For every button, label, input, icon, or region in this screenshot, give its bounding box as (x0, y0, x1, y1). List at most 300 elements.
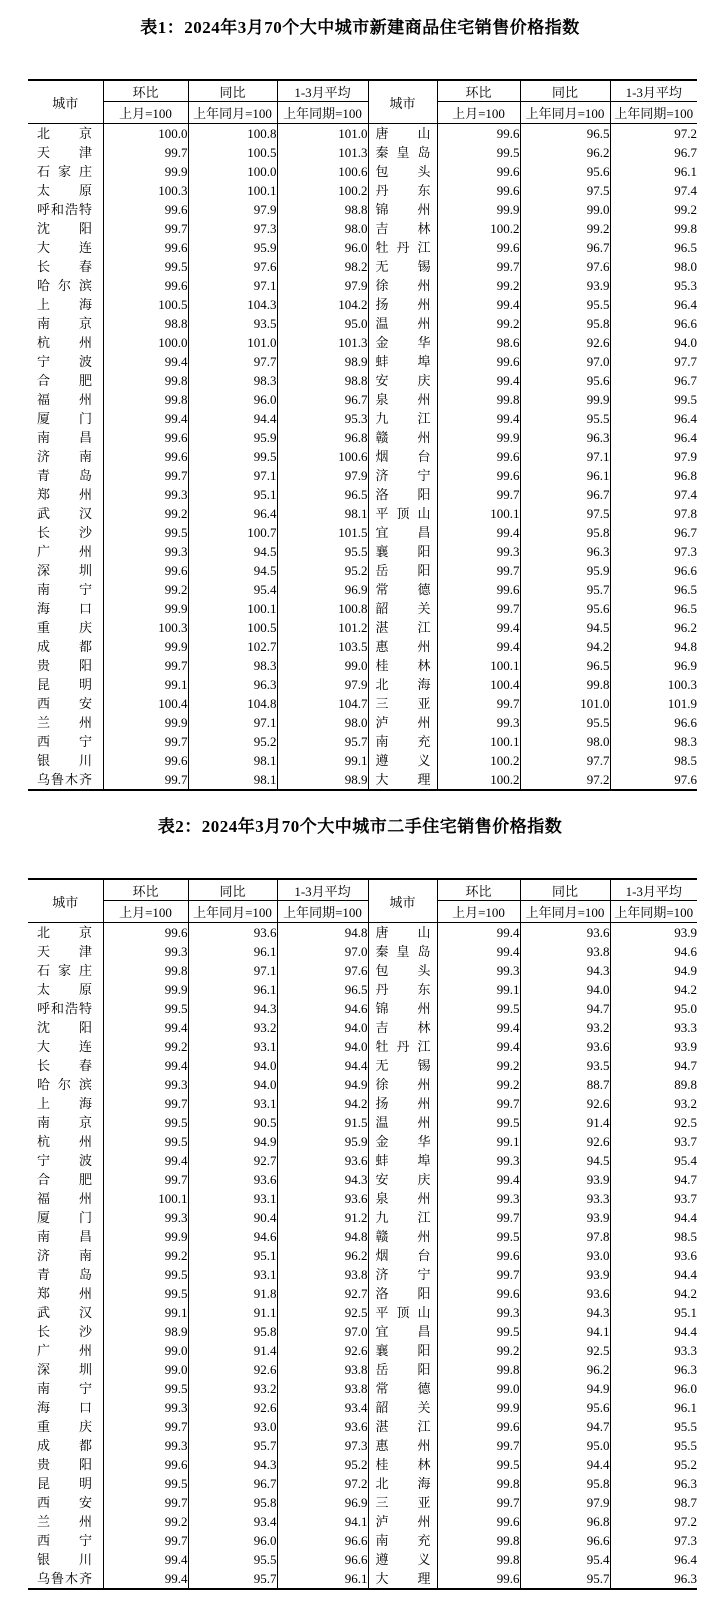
index-value-cell: 99.4 (437, 942, 520, 961)
index-value-cell: 96.8 (520, 1512, 610, 1531)
index-value-cell: 93.2 (610, 1094, 697, 1113)
index-value-cell: 100.1 (188, 181, 277, 200)
city-name: 大连 (37, 240, 92, 255)
index-value-cell: 99.2 (437, 1056, 520, 1075)
index-value-cell: 93.7 (610, 1189, 697, 1208)
index-value-cell: 95.8 (520, 1474, 610, 1493)
index-value-cell: 98.8 (103, 314, 188, 333)
index-value-cell: 95.8 (188, 1493, 277, 1512)
header-row-1 (28, 80, 697, 102)
city-name: 三亚 (375, 696, 431, 711)
table-row (28, 1550, 697, 1569)
city-cell (368, 1132, 437, 1151)
index-value-cell: 99.0 (277, 656, 368, 675)
index-value-cell: 99.6 (103, 447, 188, 466)
city-name: 青岛 (37, 1267, 92, 1282)
city-name: 南昌 (37, 430, 92, 445)
index-value-cell: 99.6 (437, 580, 520, 599)
index-value-cell: 95.5 (520, 409, 610, 428)
index-value-cell: 100.4 (103, 694, 188, 713)
city-name: 泸州 (375, 715, 431, 730)
city-cell (368, 238, 437, 257)
city-name: 洛阳 (375, 487, 431, 502)
table-row (28, 352, 697, 371)
index-value-cell: 93.5 (188, 314, 277, 333)
column-header-yoy: 同比 (520, 879, 610, 901)
city-name: 包头 (375, 164, 431, 179)
index-value-cell: 93.9 (520, 276, 610, 295)
column-header-mom: 环比 (437, 879, 520, 901)
table-row (28, 333, 697, 352)
index-value-cell: 96.7 (610, 523, 697, 542)
index-value-cell: 99.4 (103, 352, 188, 371)
city-name: 深圳 (37, 1362, 92, 1377)
index-value-cell: 94.1 (277, 1512, 368, 1531)
index-value-cell: 99.7 (437, 257, 520, 276)
index-value-cell: 99.2 (437, 1075, 520, 1094)
city-cell (368, 675, 437, 694)
city-cell (368, 276, 437, 295)
index-value-cell: 99.2 (103, 580, 188, 599)
index-value-cell: 94.3 (520, 961, 610, 980)
index-value-cell: 99.5 (188, 447, 277, 466)
city-cell (368, 923, 437, 943)
city-cell (28, 409, 103, 428)
city-cell (28, 637, 103, 656)
city-name: 济南 (37, 1248, 92, 1263)
index-value-cell: 99.1 (437, 980, 520, 999)
index-value-cell: 97.1 (188, 961, 277, 980)
index-value-cell: 98.1 (277, 504, 368, 523)
column-header-yoy-base: 上年同月=100 (520, 901, 610, 923)
city-name: 青岛 (37, 468, 92, 483)
index-value-cell: 94.5 (520, 618, 610, 637)
city-name: 南京 (37, 316, 92, 331)
city-cell (28, 1284, 103, 1303)
city-cell (28, 1113, 103, 1132)
city-name: 常德 (375, 582, 431, 597)
city-cell (28, 1322, 103, 1341)
index-value-cell: 95.3 (277, 409, 368, 428)
city-name: 厦门 (37, 1210, 92, 1225)
index-value-cell: 98.9 (277, 352, 368, 371)
index-value-cell: 92.6 (188, 1360, 277, 1379)
city-cell (368, 1056, 437, 1075)
index-value-cell: 98.3 (188, 656, 277, 675)
city-name: 牡丹江 (375, 1039, 431, 1054)
index-value-cell: 99.5 (103, 1379, 188, 1398)
index-value-cell: 99.4 (437, 1170, 520, 1189)
index-value-cell: 93.1 (188, 1265, 277, 1284)
index-value-cell: 100.1 (188, 599, 277, 618)
index-value-cell: 92.6 (188, 1398, 277, 1417)
index-value-cell: 91.8 (188, 1284, 277, 1303)
column-header-mom-base: 上月=100 (437, 901, 520, 923)
city-cell (368, 1493, 437, 1512)
index-value-cell: 93.3 (520, 1189, 610, 1208)
index-value-cell: 99.4 (437, 409, 520, 428)
city-cell (368, 390, 437, 409)
index-value-cell: 93.6 (610, 1246, 697, 1265)
city-name: 三亚 (375, 1495, 431, 1510)
city-name: 韶关 (375, 1400, 431, 1415)
index-value-cell: 99.7 (103, 143, 188, 162)
index-value-cell: 97.5 (520, 504, 610, 523)
city-cell (368, 1531, 437, 1550)
index-value-cell: 100.3 (103, 181, 188, 200)
index-value-cell: 99.8 (437, 390, 520, 409)
table-row (28, 961, 697, 980)
city-name: 昆明 (37, 1476, 92, 1491)
index-value-cell: 100.6 (277, 162, 368, 181)
city-name: 常德 (375, 1381, 431, 1396)
index-value-cell: 93.3 (610, 1341, 697, 1360)
city-cell (28, 1436, 103, 1455)
city-cell (368, 1284, 437, 1303)
index-value-cell: 96.4 (188, 504, 277, 523)
index-value-cell: 99.5 (437, 1113, 520, 1132)
city-cell (368, 1018, 437, 1037)
index-value-cell: 97.4 (610, 181, 697, 200)
city-name: 南昌 (37, 1229, 92, 1244)
index-value-cell: 93.9 (610, 1037, 697, 1056)
index-value-cell: 95.9 (188, 238, 277, 257)
city-cell (28, 238, 103, 257)
index-value-cell: 99.4 (437, 1018, 520, 1037)
index-value-cell: 99.9 (437, 1398, 520, 1417)
city-cell (28, 333, 103, 352)
city-name: 长春 (37, 259, 92, 274)
index-value-cell: 99.7 (437, 1094, 520, 1113)
city-cell (368, 162, 437, 181)
index-value-cell: 96.4 (610, 428, 697, 447)
index-value-cell: 95.2 (188, 732, 277, 751)
city-name: 泉州 (375, 392, 431, 407)
city-name: 广州 (37, 1343, 92, 1358)
index-value-cell: 94.7 (520, 1417, 610, 1436)
city-cell (368, 124, 437, 144)
index-value-cell: 99.6 (437, 238, 520, 257)
column-header-avg: 1-3月平均 (610, 80, 697, 102)
city-name: 遵义 (375, 1552, 431, 1567)
index-value-cell: 94.9 (277, 1075, 368, 1094)
table-row (28, 1018, 697, 1037)
table-row (28, 219, 697, 238)
index-value-cell: 99.5 (437, 143, 520, 162)
index-value-cell: 99.1 (103, 675, 188, 694)
index-value-cell: 96.5 (610, 580, 697, 599)
city-cell (28, 143, 103, 162)
table-row (28, 1455, 697, 1474)
index-value-cell: 99.8 (437, 1531, 520, 1550)
index-value-cell: 93.4 (277, 1398, 368, 1417)
index-value-cell: 97.0 (277, 1322, 368, 1341)
city-cell (368, 1113, 437, 1132)
city-cell (368, 523, 437, 542)
city-cell (28, 1132, 103, 1151)
index-value-cell: 93.6 (277, 1417, 368, 1436)
index-value-cell: 99.9 (520, 390, 610, 409)
index-value-cell: 92.6 (520, 333, 610, 352)
table1-title: 表1：2024年3月70个大中城市新建商品住宅销售价格指数 (140, 18, 580, 37)
city-cell (28, 352, 103, 371)
city-name: 武汉 (37, 506, 92, 521)
index-value-cell: 98.5 (610, 1227, 697, 1246)
index-value-cell: 99.5 (103, 523, 188, 542)
index-value-cell: 99.6 (103, 1455, 188, 1474)
index-value-cell: 100.1 (103, 1189, 188, 1208)
city-name: 吉林 (375, 221, 431, 236)
city-name: 长春 (37, 1058, 92, 1073)
index-value-cell: 99.3 (103, 1208, 188, 1227)
index-value-cell: 104.2 (277, 295, 368, 314)
city-cell (368, 1227, 437, 1246)
city-cell (368, 980, 437, 999)
column-header-city: 城市 (28, 879, 103, 923)
index-value-cell: 96.8 (610, 466, 697, 485)
index-value-cell: 98.0 (520, 732, 610, 751)
city-cell (368, 599, 437, 618)
city-cell (28, 561, 103, 580)
table-row (28, 1132, 697, 1151)
city-cell (368, 1322, 437, 1341)
table2-title: 表2：2024年3月70个大中城市二手住宅销售价格指数 (157, 817, 563, 836)
index-value-cell: 101.9 (610, 694, 697, 713)
index-value-cell: 91.4 (188, 1341, 277, 1360)
city-cell (368, 1398, 437, 1417)
index-value-cell: 92.5 (277, 1303, 368, 1322)
city-name: 襄阳 (375, 1343, 431, 1358)
city-name: 温州 (375, 1115, 431, 1130)
index-value-cell: 102.7 (188, 637, 277, 656)
table-row (28, 618, 697, 637)
index-value-cell: 95.7 (188, 1569, 277, 1589)
index-value-cell: 99.9 (103, 162, 188, 181)
column-header-mom-base: 上月=100 (103, 102, 188, 124)
index-value-cell: 94.8 (610, 637, 697, 656)
index-value-cell: 95.0 (610, 999, 697, 1018)
city-name: 安庆 (375, 1172, 431, 1187)
index-value-cell: 99.6 (103, 428, 188, 447)
city-cell (28, 1189, 103, 1208)
index-value-cell: 100.0 (103, 124, 188, 144)
city-cell (28, 1265, 103, 1284)
city-cell (28, 1417, 103, 1436)
city-name: 宁波 (37, 1153, 92, 1168)
index-value-cell: 96.4 (610, 409, 697, 428)
index-value-cell: 93.8 (520, 942, 610, 961)
column-header-mom: 环比 (103, 879, 188, 901)
index-value-cell: 94.0 (610, 333, 697, 352)
city-cell (368, 371, 437, 390)
index-value-cell: 99.2 (520, 219, 610, 238)
index-value-cell: 98.5 (610, 751, 697, 770)
city-cell (368, 409, 437, 428)
city-name: 湛江 (375, 1419, 431, 1434)
table-row (28, 732, 697, 751)
index-value-cell: 98.3 (610, 732, 697, 751)
city-name: 锦州 (375, 202, 431, 217)
city-name: 洛阳 (375, 1286, 431, 1301)
city-name: 平顶山 (375, 506, 431, 521)
index-value-cell: 99.7 (103, 1417, 188, 1436)
index-value-cell: 104.7 (277, 694, 368, 713)
city-name: 九江 (375, 411, 431, 426)
city-name: 赣州 (375, 430, 431, 445)
city-name: 安庆 (375, 373, 431, 388)
table-row (28, 1056, 697, 1075)
index-value-cell: 96.6 (610, 713, 697, 732)
column-header-mom-base: 上月=100 (103, 901, 188, 923)
index-value-cell: 96.4 (610, 295, 697, 314)
index-value-cell: 100.3 (610, 675, 697, 694)
city-cell (28, 1398, 103, 1417)
index-value-cell: 99.8 (437, 1360, 520, 1379)
index-value-cell: 99.4 (103, 1018, 188, 1037)
index-value-cell: 99.7 (437, 599, 520, 618)
city-cell (368, 1170, 437, 1189)
index-value-cell: 95.5 (610, 1436, 697, 1455)
index-value-cell: 99.6 (437, 1569, 520, 1589)
index-value-cell: 99.9 (103, 1227, 188, 1246)
city-name: 哈尔滨 (37, 278, 92, 293)
index-value-cell: 94.5 (520, 1151, 610, 1170)
table2-header (28, 879, 697, 923)
city-cell (28, 371, 103, 390)
table-row (28, 770, 697, 790)
table-row (28, 1379, 697, 1398)
index-value-cell: 97.0 (520, 352, 610, 371)
index-value-cell: 96.0 (188, 1531, 277, 1550)
index-value-cell: 99.9 (103, 713, 188, 732)
index-value-cell: 99.3 (103, 1398, 188, 1417)
index-value-cell: 94.0 (188, 1056, 277, 1075)
city-cell (28, 1531, 103, 1550)
city-name: 平顶山 (375, 1305, 431, 1320)
index-value-cell: 94.2 (520, 637, 610, 656)
city-name: 天津 (37, 145, 92, 160)
index-value-cell: 99.6 (437, 1246, 520, 1265)
index-value-cell: 92.6 (520, 1132, 610, 1151)
city-name: 石家庄 (37, 164, 92, 179)
index-value-cell: 97.1 (188, 713, 277, 732)
city-cell (368, 1189, 437, 1208)
column-header-city: 城市 (368, 80, 437, 124)
index-value-cell: 95.2 (277, 1455, 368, 1474)
index-value-cell: 96.7 (520, 238, 610, 257)
index-value-cell: 99.2 (610, 200, 697, 219)
city-name: 西安 (37, 1495, 92, 1510)
index-value-cell: 93.6 (277, 1151, 368, 1170)
index-value-cell: 97.5 (520, 181, 610, 200)
city-name: 福州 (37, 1191, 92, 1206)
city-name: 南宁 (37, 582, 92, 597)
city-name: 呼和浩特 (37, 202, 92, 217)
city-name: 银川 (37, 753, 92, 768)
table-row (28, 143, 697, 162)
index-value-cell: 100.1 (437, 504, 520, 523)
table-row (28, 1170, 697, 1189)
index-value-cell: 93.9 (520, 1170, 610, 1189)
index-value-cell: 99.7 (437, 561, 520, 580)
index-value-cell: 93.6 (520, 1037, 610, 1056)
index-value-cell: 99.6 (103, 923, 188, 943)
city-name: 郑州 (37, 1286, 92, 1301)
index-value-cell: 97.9 (277, 276, 368, 295)
city-cell (368, 732, 437, 751)
index-value-cell: 94.0 (277, 1037, 368, 1056)
index-value-cell: 100.5 (188, 143, 277, 162)
index-value-cell: 94.9 (520, 1379, 610, 1398)
index-value-cell: 97.1 (188, 466, 277, 485)
index-value-cell: 101.2 (277, 618, 368, 637)
city-name: 北京 (37, 126, 92, 141)
city-name: 重庆 (37, 1419, 92, 1434)
city-name: 北京 (37, 925, 92, 940)
city-cell (368, 1569, 437, 1589)
index-value-cell: 99.4 (103, 1056, 188, 1075)
index-value-cell: 92.7 (277, 1284, 368, 1303)
index-value-cell: 94.5 (188, 561, 277, 580)
city-cell (28, 504, 103, 523)
index-value-cell: 99.9 (103, 637, 188, 656)
city-cell (28, 1075, 103, 1094)
city-name: 泸州 (375, 1514, 431, 1529)
index-value-cell: 99.7 (437, 1208, 520, 1227)
index-value-cell: 96.7 (610, 143, 697, 162)
city-name: 厦门 (37, 411, 92, 426)
city-cell (28, 694, 103, 713)
city-name: 西宁 (37, 1533, 92, 1548)
index-value-cell: 99.5 (437, 1322, 520, 1341)
index-value-cell: 100.2 (437, 751, 520, 770)
index-value-cell: 97.2 (277, 1474, 368, 1493)
city-cell (28, 1569, 103, 1589)
index-value-cell: 99.5 (103, 257, 188, 276)
city-name: 兰州 (37, 715, 92, 730)
index-value-cell: 95.2 (610, 1455, 697, 1474)
index-value-cell: 97.9 (277, 675, 368, 694)
index-value-cell: 103.5 (277, 637, 368, 656)
table-row (28, 295, 697, 314)
index-value-cell: 95.7 (188, 1436, 277, 1455)
column-header-avg-base: 上年同期=100 (610, 102, 697, 124)
index-value-cell: 99.7 (103, 466, 188, 485)
city-name: 金华 (375, 335, 431, 350)
table-row (28, 1493, 697, 1512)
city-cell (28, 961, 103, 980)
index-value-cell: 99.7 (103, 770, 188, 790)
index-value-cell: 89.8 (610, 1075, 697, 1094)
index-value-cell: 95.7 (277, 732, 368, 751)
index-value-cell: 99.6 (437, 181, 520, 200)
table2-secondhand-home-price-index (28, 878, 697, 1590)
index-value-cell: 99.3 (103, 542, 188, 561)
index-value-cell: 99.5 (103, 1284, 188, 1303)
city-name: 南充 (375, 1533, 431, 1548)
index-value-cell: 99.9 (103, 980, 188, 999)
index-value-cell: 99.6 (103, 200, 188, 219)
index-value-cell: 99.7 (103, 1493, 188, 1512)
index-value-cell: 98.0 (277, 713, 368, 732)
index-value-cell: 93.6 (520, 1284, 610, 1303)
table-row (28, 1151, 697, 1170)
city-name: 杭州 (37, 1134, 92, 1149)
city-cell (368, 542, 437, 561)
index-value-cell: 94.3 (520, 1303, 610, 1322)
city-cell (368, 504, 437, 523)
table-row (28, 694, 697, 713)
